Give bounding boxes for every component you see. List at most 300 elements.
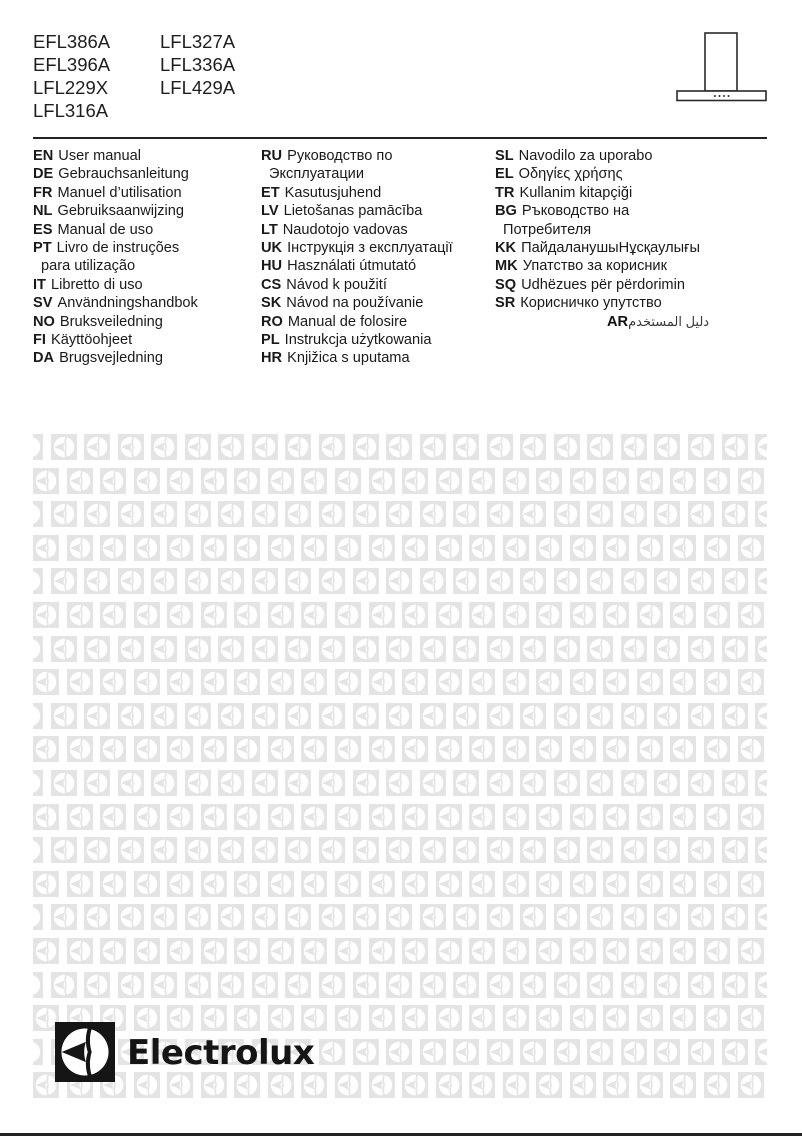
electrolux-mark-icon [587,434,613,460]
electrolux-mark-icon [520,636,546,662]
electrolux-mark-icon [252,434,278,460]
language-item-uk: UK Інструкція з експлуатації [261,239,453,256]
electrolux-mark-icon [420,904,446,930]
electrolux-mark-icon [570,669,596,695]
electrolux-mark-icon [252,703,278,729]
electrolux-mark-icon [33,434,43,460]
electrolux-mark-icon [704,1072,730,1098]
language-item-fr: FR Manuel d’utilisation [33,184,182,201]
electrolux-mark-icon [621,703,647,729]
electrolux-mark-icon [587,636,613,662]
pattern-row [33,568,767,594]
electrolux-mark-icon [755,434,767,460]
electrolux-mark-icon [722,568,748,594]
electrolux-mark-icon [234,938,260,964]
electrolux-mark-icon [301,468,327,494]
model-list [33,30,287,122]
pattern-row [33,535,767,561]
electrolux-mark-icon [118,972,144,998]
electrolux-mark-icon [33,568,43,594]
electrolux-mark-icon [218,837,244,863]
electrolux-mark-icon [285,972,311,998]
language-column-1 [33,147,198,368]
electrolux-mark-icon [402,938,428,964]
electrolux-mark-icon [335,535,361,561]
electrolux-mark-icon [755,568,767,594]
electrolux-mark-icon [755,1039,767,1065]
electrolux-mark-icon [637,669,663,695]
electrolux-mark-icon [218,501,244,527]
electrolux-mark-icon [33,804,59,830]
electrolux-mark-icon [335,736,361,762]
electrolux-mark-icon [84,770,110,796]
electrolux-mark-icon [436,535,462,561]
electrolux-mark-icon [503,938,529,964]
electrolux-mark-icon [218,434,244,460]
electrolux-mark-icon [33,468,59,494]
electrolux-mark-icon [353,636,379,662]
electrolux-mark-icon [353,434,379,460]
electrolux-mark-icon [134,938,160,964]
electrolux-mark-icon [402,1072,428,1098]
electrolux-mark-icon [487,904,513,930]
language-item-hr: HR Knjižica s uputama [261,350,410,367]
electrolux-mark-icon [738,1072,764,1098]
electrolux-mark-icon [134,804,160,830]
language-item-es: ES Manual de uso [33,221,154,238]
electrolux-mark-icon [402,736,428,762]
electrolux-mark-icon [369,871,395,897]
electrolux-mark-icon [654,837,680,863]
language-item-en: EN User manual [33,148,142,164]
pattern-row [33,837,767,863]
electrolux-mark-icon [353,904,379,930]
brand-logo [55,1022,314,1082]
brand-pattern-background [33,434,767,1104]
electrolux-mark-icon [688,636,714,662]
electrolux-mark-icon [167,602,193,628]
electrolux-mark-icon [738,804,764,830]
electrolux-mark-icon [738,535,764,561]
electrolux-mark-icon [167,669,193,695]
electrolux-mark-icon [118,434,144,460]
electrolux-mark-icon [252,904,278,930]
electrolux-mark-icon [134,871,160,897]
electrolux-mark-icon [436,468,462,494]
electrolux-mark-icon [503,669,529,695]
electrolux-mark-icon [185,703,211,729]
electrolux-mark-icon [369,1005,395,1031]
electrolux-mark-icon [386,636,412,662]
electrolux-mark-icon [285,636,311,662]
electrolux-mark-icon [536,871,562,897]
electrolux-mark-icon [436,669,462,695]
electrolux-mark-icon [386,568,412,594]
electrolux-mark-icon [218,904,244,930]
electrolux-mark-icon [33,938,59,964]
electrolux-mark-icon [67,804,93,830]
electrolux-mark-icon [570,871,596,897]
electrolux-mark-icon [420,636,446,662]
electrolux-mark-icon [469,871,495,897]
electrolux-mark-icon [301,938,327,964]
electrolux-mark-icon [436,736,462,762]
electrolux-mark-icon [670,871,696,897]
pattern-row [33,904,767,930]
pattern-row [33,804,767,830]
electrolux-mark-icon [722,703,748,729]
electrolux-mark-icon [469,804,495,830]
electrolux-mark-icon [570,938,596,964]
language-item-sk: SK Návod na používanie [261,295,424,312]
language-item-lt: LT Naudotojo vadovas [261,221,408,238]
electrolux-mark-icon [134,602,160,628]
pattern-row [33,736,767,762]
electrolux-mark-icon [118,636,144,662]
electrolux-mark-icon [570,1072,596,1098]
electrolux-mark-icon [319,904,345,930]
language-item-sr: SR Корисничко упутство [495,295,662,312]
pattern-row [33,770,767,796]
electrolux-mark-icon [503,602,529,628]
electrolux-mark-icon [319,434,345,460]
electrolux-mark-icon [151,568,177,594]
electrolux-mark-icon [637,938,663,964]
electrolux-mark-icon [285,703,311,729]
electrolux-mark-icon [587,501,613,527]
language-item-et: ET Kasutusjuhend [261,184,382,201]
electrolux-mark-icon [218,703,244,729]
electrolux-mark-icon [51,904,77,930]
electrolux-mark-icon [151,837,177,863]
electrolux-mark-icon [353,568,379,594]
electrolux-mark-icon [503,804,529,830]
electrolux-mark-icon [33,669,59,695]
electrolux-mark-icon [201,804,227,830]
electrolux-mark-icon [520,837,546,863]
pattern-row [33,938,767,964]
electrolux-mark-icon [536,468,562,494]
electrolux-mark-icon [536,1005,562,1031]
electrolux-mark-icon [201,535,227,561]
electrolux-mark-icon [755,972,767,998]
electrolux-mark-icon [587,837,613,863]
electrolux-mark-icon [722,837,748,863]
electrolux-mark-icon [487,636,513,662]
electrolux-mark-icon [51,837,77,863]
electrolux-mark-icon [637,871,663,897]
electrolux-mark-icon [420,703,446,729]
electrolux-mark-icon [386,972,412,998]
electrolux-mark-icon [654,770,680,796]
electrolux-mark-icon [670,938,696,964]
electrolux-mark-icon [84,703,110,729]
electrolux-mark-icon [487,501,513,527]
electrolux-mark-icon [587,972,613,998]
language-item-no: NO Bruksveiledning [33,313,163,330]
electrolux-mark-icon [319,568,345,594]
electrolux-mark-icon [234,602,260,628]
electrolux-mark-icon [453,904,479,930]
pattern-row [33,602,767,628]
pattern-row [33,972,767,998]
electrolux-mark-icon [554,501,580,527]
language-item-ro: RO Manual de folosire [261,313,408,330]
electrolux-mark-icon [469,736,495,762]
electrolux-mark-icon [151,636,177,662]
electrolux-mark-icon [301,669,327,695]
electrolux-mark-icon [670,736,696,762]
pattern-row [33,669,767,695]
electrolux-mark-icon [520,501,546,527]
electrolux-mark-icon [536,602,562,628]
electrolux-mark-icon [503,1072,529,1098]
electrolux-mark-icon [67,468,93,494]
electrolux-mark-icon [319,770,345,796]
language-item-fi: FI Käyttöohjeet [33,331,133,348]
electrolux-mark-icon [335,938,361,964]
electrolux-mark-icon [268,602,294,628]
electrolux-mark-icon [453,770,479,796]
electrolux-mark-icon [520,770,546,796]
electrolux-mark-icon [704,669,730,695]
model-spacer [160,99,287,122]
electrolux-mark-icon [319,636,345,662]
electrolux-mark-icon [704,535,730,561]
electrolux-mark-icon [67,669,93,695]
electrolux-mark-icon [84,501,110,527]
language-item-sq: SQ Udhëzues për përdorimin [495,276,685,293]
electrolux-mark-icon [319,837,345,863]
electrolux-mark-icon [570,1005,596,1031]
electrolux-mark-icon [353,501,379,527]
electrolux-mark-icon [33,636,43,662]
electrolux-mark-icon [603,871,629,897]
electrolux-mark-icon [621,972,647,998]
header-divider [33,137,767,139]
electrolux-mark-icon [554,972,580,998]
electrolux-mark-icon [670,602,696,628]
electrolux-mark-icon [536,669,562,695]
electrolux-mark-icon [185,636,211,662]
electrolux-mark-icon [453,434,479,460]
electrolux-mark-icon [335,669,361,695]
electrolux-mark-icon [301,804,327,830]
electrolux-mark-icon [268,736,294,762]
electrolux-mark-icon [688,501,714,527]
electrolux-mark-icon [637,1005,663,1031]
electrolux-mark-icon [285,904,311,930]
electrolux-mark-icon [185,972,211,998]
electrolux-mark-icon [118,904,144,930]
electrolux-mark-icon [100,804,126,830]
electrolux-mark-icon [536,535,562,561]
electrolux-mark-icon [84,837,110,863]
electrolux-mark-icon [654,703,680,729]
electrolux-mark-icon [738,736,764,762]
electrolux-mark-icon [704,871,730,897]
electrolux-mark-icon [688,904,714,930]
language-item-ru-continued: Эксплуатации [269,166,364,183]
electrolux-mark-icon [369,468,395,494]
electrolux-mark-icon [570,535,596,561]
electrolux-mark-icon [234,535,260,561]
electrolux-mark-icon [335,804,361,830]
language-item-sl: SL Navodilo za uporabo [495,148,653,164]
electrolux-mark-icon [353,1039,379,1065]
electrolux-mark-icon [603,468,629,494]
electrolux-mark-icon [33,535,59,561]
language-item-cs: CS Návod k použití [261,276,387,293]
electrolux-mark-icon [570,468,596,494]
electrolux-mark-icon [134,468,160,494]
electrolux-mark-icon [268,535,294,561]
electrolux-mark-icon [185,837,211,863]
electrolux-mark-icon [118,703,144,729]
electrolux-mark-icon [420,770,446,796]
electrolux-mark-icon [487,972,513,998]
pattern-row [33,501,767,527]
electrolux-mark-icon [637,535,663,561]
electrolux-mark-icon [469,938,495,964]
language-item-pl: PL Instrukcja użytkowania [261,331,432,348]
language-item-bg: BG Ръководство на [495,203,630,220]
electrolux-mark-icon [51,501,77,527]
electrolux-mark-icon [536,804,562,830]
electrolux-mark-icon [469,602,495,628]
electrolux-mark-icon [654,501,680,527]
language-item-pt: PT Livro de instruções [33,239,180,256]
electrolux-mark-icon [67,535,93,561]
electrolux-mark-icon [469,535,495,561]
electrolux-mark-icon [436,602,462,628]
electrolux-mark-icon [402,804,428,830]
electrolux-mark-icon [603,1072,629,1098]
electrolux-mark-icon [587,568,613,594]
language-item-hu: HU Használati útmutató [261,258,417,275]
electrolux-mark-icon [268,804,294,830]
language-item-el: EL Οδηγίες χρήσης [495,166,623,183]
electrolux-mark-icon [670,1072,696,1098]
electrolux-mark-icon [637,1072,663,1098]
electrolux-mark-icon [369,1072,395,1098]
electrolux-mark-icon [722,972,748,998]
electrolux-mark-icon [722,770,748,796]
electrolux-mark-icon [234,669,260,695]
electrolux-mark-icon [603,736,629,762]
electrolux-mark-icon [201,736,227,762]
electrolux-mark-icon [285,501,311,527]
electrolux-mark-icon [201,669,227,695]
electrolux-mark-icon [554,770,580,796]
electrolux-mark-icon [637,468,663,494]
electrolux-mark-icon [704,468,730,494]
model-number: LFL229X [33,77,109,98]
electrolux-mark-icon [637,804,663,830]
language-item-ar: ARدليل المستخدم [607,313,710,330]
electrolux-mark-icon [167,938,193,964]
electrolux-mark-icon [84,972,110,998]
electrolux-mark-icon [167,535,193,561]
electrolux-mark-icon [33,736,59,762]
electrolux-mark-icon [722,434,748,460]
electrolux-mark-icon [453,1039,479,1065]
electrolux-mark-icon [353,837,379,863]
electrolux-mark-icon [704,602,730,628]
electrolux-mark-icon [285,434,311,460]
electrolux-mark-icon [369,535,395,561]
electrolux-mark-icon [67,736,93,762]
electrolux-mark-icon [755,703,767,729]
electrolux-mark-icon [252,770,278,796]
electrolux-mark-icon [234,468,260,494]
electrolux-mark-icon [436,804,462,830]
language-item-sv: SV Användningshandbok [33,295,198,312]
electrolux-mark-icon [386,703,412,729]
electrolux-mark-icon [118,837,144,863]
electrolux-mark-icon [436,1005,462,1031]
electrolux-mark-icon [453,568,479,594]
electrolux-mark-icon [252,636,278,662]
electrolux-mark-icon [621,837,647,863]
language-column-2 [261,147,453,368]
electrolux-mark-icon [386,837,412,863]
electrolux-mark-icon [520,904,546,930]
electrolux-mark-icon [688,1039,714,1065]
electrolux-mark-icon [252,837,278,863]
electrolux-mark-icon [738,468,764,494]
electrolux-mark-icon [319,501,345,527]
electrolux-mark-icon [319,972,345,998]
electrolux-mark-icon [654,972,680,998]
electrolux-mark-icon [386,434,412,460]
electrolux-mark-icon [118,568,144,594]
electrolux-mark-icon [51,434,77,460]
electrolux-mark-icon [353,972,379,998]
electrolux-mark-icon [185,904,211,930]
electrolux-mark-icon [218,770,244,796]
electrolux-mark-icon [420,434,446,460]
electrolux-mark-icon [51,568,77,594]
electrolux-mark-icon [301,871,327,897]
electrolux-mark-icon [335,871,361,897]
electrolux-mark-icon [301,535,327,561]
electrolux-mark-icon [670,535,696,561]
electrolux-mark-icon [755,636,767,662]
electrolux-mark-icon [134,535,160,561]
electrolux-mark-icon [755,501,767,527]
electrolux-mark-icon [654,434,680,460]
pattern-row [33,434,767,460]
electrolux-mark-icon [420,568,446,594]
electrolux-mark-icon [621,1039,647,1065]
electrolux-mark-icon [487,434,513,460]
electrolux-mark-icon [738,871,764,897]
language-column-3 [495,147,709,331]
electrolux-mark-icon [453,636,479,662]
electrolux-mark-icon [386,904,412,930]
electrolux-mark-icon [51,703,77,729]
electrolux-mark-icon [704,938,730,964]
electrolux-mark-icon [420,1039,446,1065]
electrolux-mark-icon [134,736,160,762]
electrolux-mark-icon [621,434,647,460]
electrolux-mark-icon [688,703,714,729]
electrolux-mark-icon [688,568,714,594]
electrolux-mark-icon [469,669,495,695]
electrolux-mark-icon [554,434,580,460]
electrolux-mark-icon [704,1005,730,1031]
